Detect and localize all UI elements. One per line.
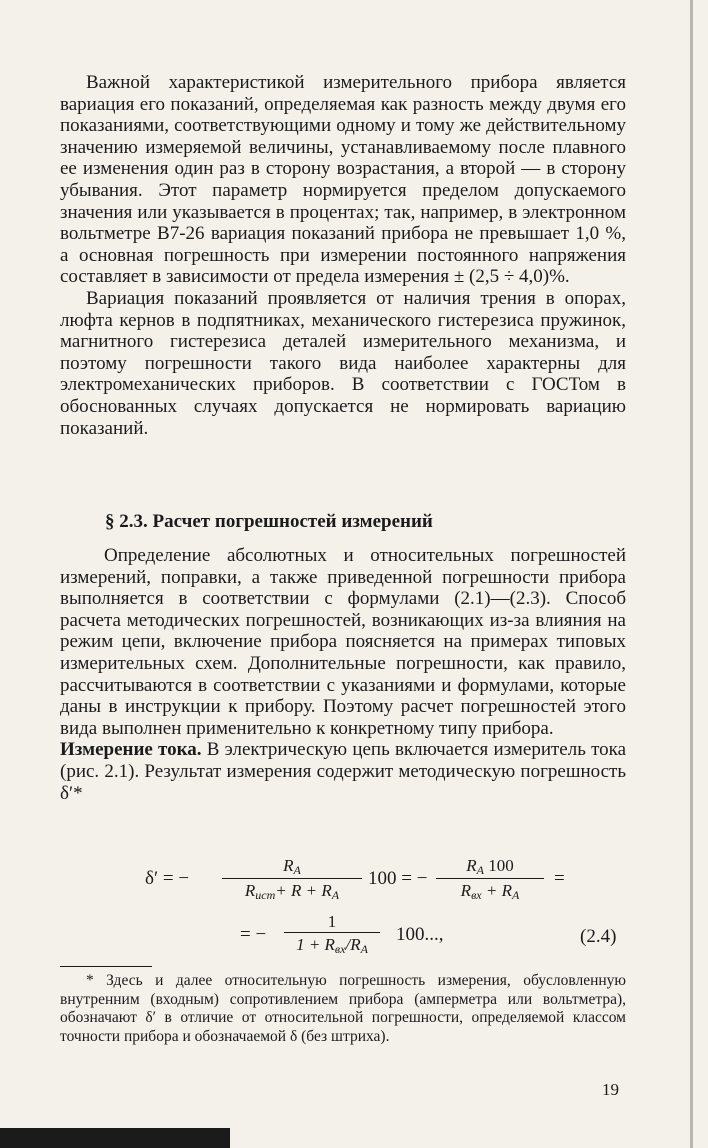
paragraph-current-measurement	[60, 739, 626, 804]
page-edge	[690, 0, 693, 1148]
paragraph-error-calc: Определение абсолютных и относительных погрешностей измерений, поправки, а также приведенной погрешности прибора выполняется в соответствии с формулами (2.1)—(2.3). Способ расчета методических погрешностей, возникающих из-за влияния на режим цепи, включение прибора поясняется на примерах типовых измерительных схем. Дополнительные погрешности, как правило, рассчитываются в соответствии с указаниями и формулами, которые даны в инструкции к прибору. Поэтому расчет погрешностей этого вида выполнен применительно к конкретному типу прибора.	[60, 545, 626, 739]
run-in-title: Измерение тока.	[60, 739, 202, 761]
scan-shadow	[0, 1128, 230, 1148]
eq-line2-end: 100...,	[396, 924, 444, 945]
body-text-section	[60, 545, 626, 804]
eq-fraction-1: $R_A$ $R_{ист}+ R + R_A$	[222, 856, 362, 903]
paragraph-variation-causes: Вариация показаний проявляется от наличия трения в опорах, люфта кернов в подпятниках, механического гистерезиса пружинок, магнитного гистерезиса деталей измерительного механизма, и поэтому погрешности такого вида наиболее характерны для электромеханических приборов. В соответствии с ГОСТом в обоснованных случаях допускается не нормировать вариацию показаний.	[60, 287, 626, 439]
body-text-top	[60, 72, 626, 439]
page-number: 19	[602, 1080, 619, 1099]
equation-number: (2.4)	[580, 926, 617, 947]
footnote-text: * Здесь и далее относительную погрешность измерения, обусловленную внутренним (входным) сопротивлением прибора (амперметра или вольтметра), обозначают δ′ в отличие от относительной погрешности, определяемой классом точности прибора и обозначаемой δ (без штриха).	[60, 972, 626, 1045]
eq-fraction-3: 1 $1 + R_{вх}/R_A$	[284, 912, 380, 957]
eq-end: =	[554, 868, 565, 889]
paragraph-variation: Важной характеристикой измерительного прибора является вариация его показаний, определяемая как разность между двумя его показаниями, соответствующими одному и тому же действительному значению измеряемой величины, устанавливаемому после плавного ее изменения один раз в сторону возрастания, а второй — в сторону убывания. Этот параметр нормируется пределом допускаемого значения или указывается в процентах; так, например, в электронном вольтметре В7-26 вариация показаний прибора не превышает 1,0 %, а основная погрешность при измерении постоянного напряжения составляет в зависимости от предела измерения ± (2,5 ÷ 4,0)%.	[60, 72, 626, 288]
section-heading: § 2.3. Расчет погрешностей измерений	[105, 511, 433, 532]
eq-mid: 100 = −	[368, 868, 428, 889]
footnote-rule	[60, 966, 152, 967]
eq-fraction-2: $R_A$ 100 $R_{вх} + R_A$	[436, 856, 544, 903]
run-in-text: В электрическую цепь включается измеритель тока (рис. 2.1). Результат измерения содержит методическую погрешность δ′*	[60, 739, 627, 804]
eq-line2-lhs: = −	[240, 924, 267, 945]
eq-lhs: δ′ = −	[145, 868, 190, 889]
footnote	[60, 972, 626, 1046]
